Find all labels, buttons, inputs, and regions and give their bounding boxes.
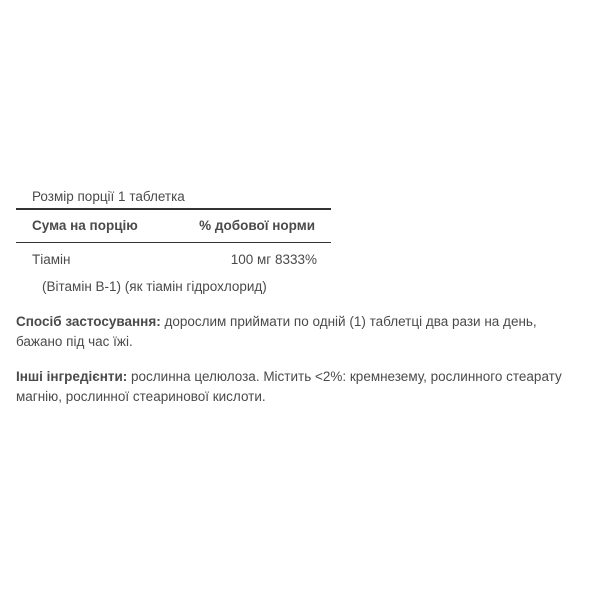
- daily-value-header: % добової норми: [199, 218, 315, 233]
- ingredients-text: рослинна целюлоза. Містить <2%: кремнезему, рослинного стеарату магнію, рослинної стеаринової кислоти.: [16, 369, 562, 404]
- usage-paragraph: [16, 312, 584, 352]
- nutrition-facts-table: [16, 208, 331, 277]
- serving-size: Розмір порції 1 таблетка: [32, 189, 185, 204]
- table-row: [16, 243, 331, 277]
- facts-header-row: [16, 210, 331, 243]
- ingredients-label: Інші інгредієнти:: [16, 369, 128, 384]
- ingredients-paragraph: [16, 367, 584, 407]
- nutrient-note: (Вітамін B-1) (як тіамін гідрохлорид): [42, 279, 267, 294]
- amount-per-serving-header: Сума на порцію: [32, 218, 138, 233]
- nutrient-value: 100 мг 8333%: [230, 252, 317, 267]
- usage-text: дорослим приймати по одній (1) таблетці два рази на день, бажано під час їжі.: [16, 314, 537, 349]
- nutrient-name: Тіамін: [32, 252, 71, 267]
- supplement-facts-panel: [16, 186, 586, 407]
- usage-label: Спосіб застосування:: [16, 314, 161, 329]
